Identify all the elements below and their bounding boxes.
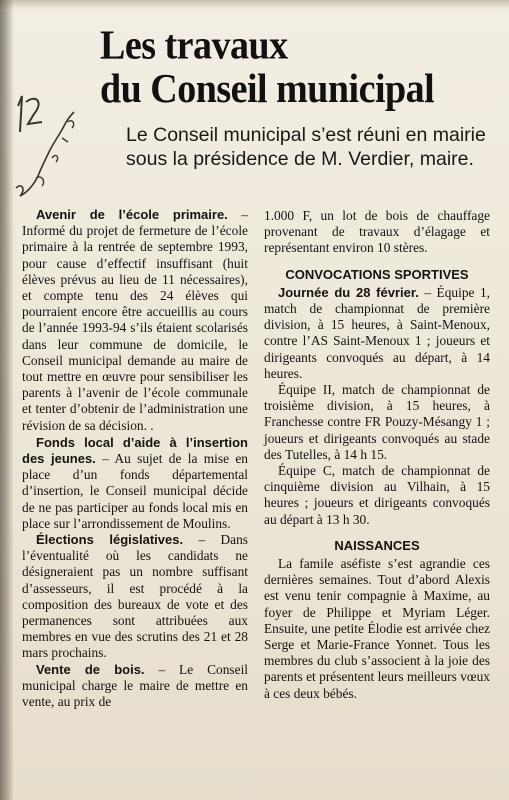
vente-paragraph (22, 662, 248, 711)
naissances-title: NAISSANCES (334, 537, 420, 553)
equipe1-paragraph (264, 285, 490, 382)
journee-heading: Journée du 28 février. (278, 284, 419, 300)
left-column (22, 207, 248, 710)
stamp-mark (425, 0, 505, 12)
ecole-paragraph (22, 207, 248, 434)
headline-line-2: du Conseil municipal (100, 66, 435, 112)
vente-heading: Vente de bois. (36, 661, 145, 677)
convocations-title: CONVOCATIONS SPORTIVES (285, 266, 469, 282)
fonds-paragraph (22, 435, 248, 532)
equipe1-text: – Équipe 1, match de championnat de première division, à 15 heures, à Saint-Menoux, contre l’AS Saint-Menoux 1 ; joueurs et dirigeants convoqués au départ, à 14 heures. (264, 284, 490, 381)
handwritten-annotation (8, 92, 88, 212)
equipec-paragraph: Équipe C, match de championnat de cinquième division au Vilhain, à 15 heures ; joueurs et dirigeants convoqués au départ à 13 h 30. (264, 463, 490, 527)
article-headline (100, 24, 500, 110)
equipe2-paragraph: Équipe II, match de championnat de troisième division, à 15 heures, à Franchesse contre FR Pouzy-Mésangy 1 ; joueurs et dirigeants convoqués au stade des Tutelles, à 14 h 15. (264, 382, 490, 462)
elections-paragraph (22, 532, 248, 662)
elections-heading: Élections législatives. (36, 532, 184, 548)
ecole-text: – Informé du projet de fermeture de l’école primaire à la rentrée de septembre 1993, pour cause d’effectif insuffisant (huit élèves prévus au lieu de 11 nécessaires), et compte tenu des 24 élèves qui pourraient encore être accueillis au cours de l’année 1993-94 s’ils étaient scolarisés dans leur commune de domicile, le Conseil municipal demande au maire de tout mettre en œuvre pour sensibiliser les parents à l’avenir de l’école communale et tenter d’obtenir de l’administration une révision de sa décision. . (22, 207, 248, 433)
article-standfirst: Le Conseil municipal s’est réuni en mairie sous la présidence de M. Verdier, maire. (126, 124, 486, 170)
naissances-paragraph: La famile aséfiste s’est agrandie ces dernières semaines. Tout d’abord Alexis est venu tenir compagnie à Maxime, au foyer de Philippe et Myriam Léger. Ensuite, une petite Élodie est arrivée chez Serge et Marie-France Yonnet. Tous les membres du club s’associent à la joie des parents et présentent leurs meilleurs vœux à ces deux bébés. (264, 556, 490, 701)
headline-line-1: Les travaux (100, 22, 288, 69)
elections-text: – Dans l’éventualité où les candidats ne désigneraient pas un nombre suffisant d’assesseurs, il est procédé à la composition des bureaux de vote et des permanences sont attribuées aux membres en vue des scrutins des 21 et 28 mars prochains. (22, 532, 248, 661)
right-column (264, 208, 490, 702)
fonds-text: – Au sujet de la mise en place d’un fonds départemental d’insertion, le Conseil municipal décide de ne pas participer au fonds local mis en place sur l’arrondissement de Moulins. (22, 451, 248, 531)
vente-continuation: 1.000 F, un lot de bois de chauffage provenant de travaux d’élagage et représentant environ 10 stères. (264, 208, 490, 256)
vente-text: – Le Conseil municipal charge le maire de mettre en vente, au prix de (22, 661, 249, 710)
ecole-heading: Avenir de l’école primaire. (36, 207, 228, 222)
fonds-heading: Fonds local d’aide à l’insertion des jeunes. (22, 434, 248, 467)
